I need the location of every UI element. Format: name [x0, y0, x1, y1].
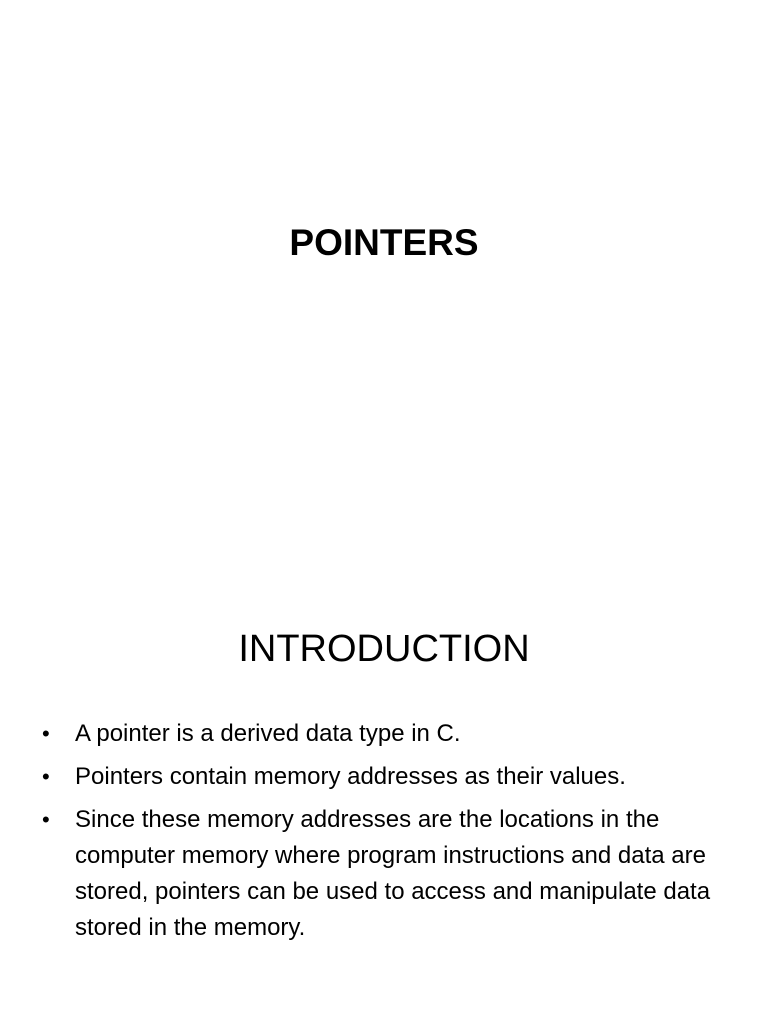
slide-title-pointers: POINTERS [289, 222, 479, 263]
bullet-list [42, 716, 732, 953]
bullet-text: Since these memory addresses are the locations in the computer memory where program instructions and data are stored, pointers can be used to access and manipulate data stored in the memory. [75, 806, 711, 941]
bullet-icon: • [42, 807, 50, 832]
bullet-text: A pointer is a derived data type in C. [75, 720, 461, 747]
list-item [42, 716, 732, 752]
bullet-text: Pointers contain memory addresses as their values. [75, 763, 626, 790]
bullet-icon: • [42, 721, 50, 746]
slide-title-introduction: INTRODUCTION [238, 628, 530, 670]
list-item [42, 802, 732, 946]
list-item [42, 759, 732, 795]
bullet-icon: • [42, 764, 50, 789]
